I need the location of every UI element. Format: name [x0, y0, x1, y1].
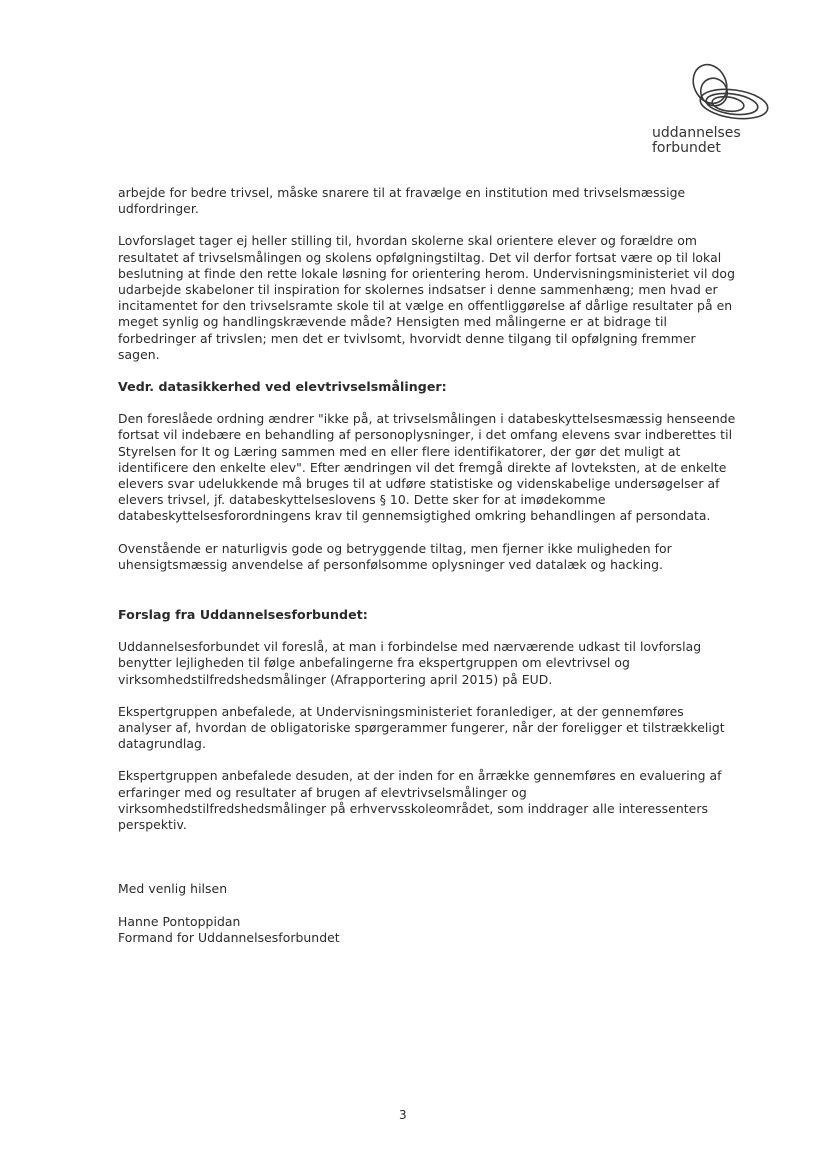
paragraph-7: Ekspertgruppen anbefalede desuden, at der inden for en årrække gennemføres en evaluering af erfaringer med og resultater af brugen af elevtrivselsmålinger og virksomhedstilfredshedsmålinger på erhvervsskoleområdet, som inddrager alle interessenters perspektiv.	[118, 768, 722, 833]
signature-block	[118, 881, 738, 946]
logo-wordmark	[652, 126, 741, 156]
paragraph-2: Lovforslaget tager ej heller stilling til, hvordan skolerne skal orientere elever og forældre om resultatet af trivselsmålingen og skolens opfølgningstiltag. Det vil derfor fortsat være op til lokal beslutning at finde den rette lokale løsning for orientering herom. Undervisningsministeriet vil dog udarbejde skabeloner til inspiration for skolernes indsatser i denne sammenhæng; men hvad er incitamentet for den trivselsramte skole til at vælge en offentliggørelse af dårlige resultater på en meget synlig og handlingskrævende måde? Hensigten med målingerne er at bidrage til forbedringer af trivslen; men det er tvivlsomt, hvorvidt denne tilgang til opfølgning fremmer sagen.	[118, 233, 735, 362]
document-body	[118, 185, 738, 946]
heading-datasikkerhed: Vedr. datasikkerhed ved elevtrivselsmålinger:	[118, 379, 447, 395]
logo	[652, 60, 792, 160]
heading-forslag: Forslag fra Uddannelsesforbundet:	[118, 607, 368, 623]
logo-line-1: uddannelses	[652, 125, 741, 141]
signer-name: Hanne Pontoppidan	[118, 913, 241, 929]
paragraph-5: Uddannelsesforbundet vil foreslå, at man i forbindelse med nærværende udkast til lovforslag benytter lejligheden til følge anbefalingerne fra ekspertgruppen om elevtrivsel og virksomhedstilfredshedsmålinger (Afrapportering april 2015) på EUD.	[118, 639, 702, 687]
logo-line-2: forbundet	[652, 140, 721, 156]
paragraph-1: arbejde for bedre trivsel, måske snarere til at fravælge en institution med trivselsmæssige udfordringer.	[118, 185, 686, 217]
paragraph-3: Den foreslåede ordning ændrer "ikke på, at trivselsmålingen i databeskyttelsesmæssig henseende fortsat vil indebære en behandling af personoplysninger, i det omfang elevens svar indberettes til Styrelsen for It og Læring sammen med en eller flere identifikatorer, der gør det muligt at identificere den enkelte elev". Efter ændringen vil det fremgå direkte af lovteksten, at de enkelte elevers svar udelukkende må bruges til at udføre statistiske og videnskabelige undersøgelser af elevers trivsel, jf. databeskyttelseslovens § 10. Dette sker for at imødekomme databeskyttelsesforordningens krav til gennemsigtighed omkring behandlingen af persondata.	[118, 411, 736, 524]
closing: Med venlig hilsen	[118, 881, 228, 897]
paragraph-4: Ovenstående er naturligvis gode og betryggende tiltag, men fjerner ikke muligheden for uhensigtsmæssig anvendelse af personfølsomme oplysninger ved datalæk og hacking.	[118, 540, 672, 572]
logo-swirl-icon	[672, 60, 782, 130]
signer-title: Formand for Uddannelsesforbundet	[118, 929, 340, 945]
paragraph-6: Ekspertgruppen anbefalede, at Undervisningsministeriet foranlediger, at der gennemføres analyser af, hvordan de obligatoriske spørgerammer fungerer, når der foreligger et tilstrækkeligt datagrundlag.	[118, 703, 725, 752]
page-number: 3	[399, 1108, 407, 1122]
